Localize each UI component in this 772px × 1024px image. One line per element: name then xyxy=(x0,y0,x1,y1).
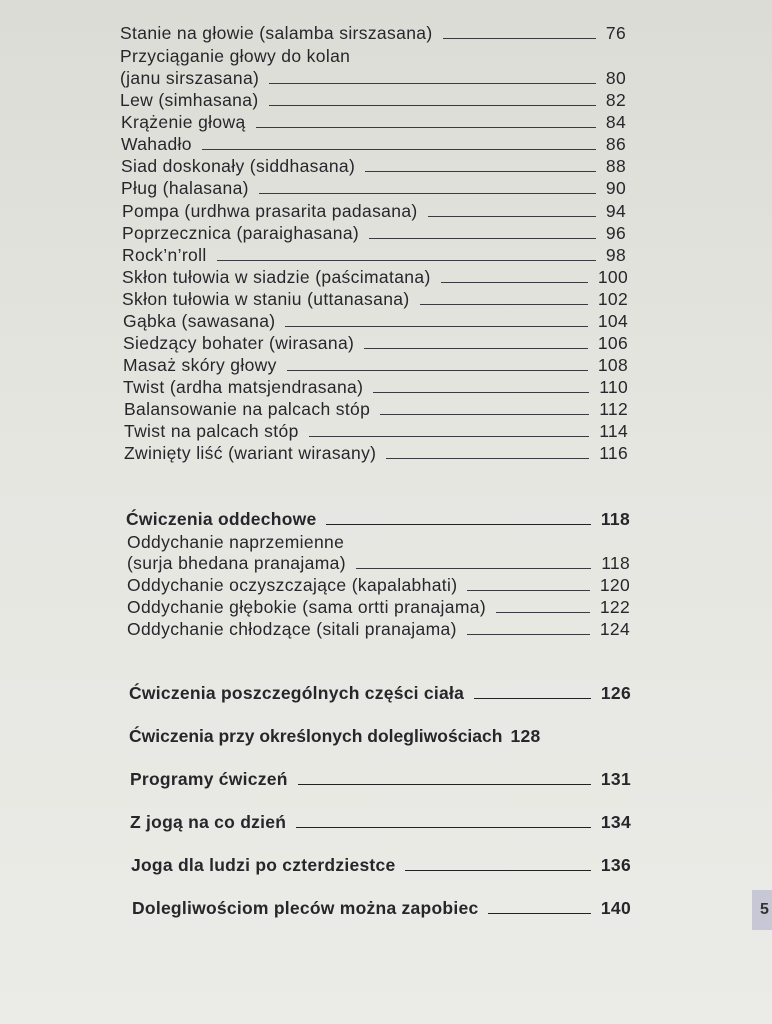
toc-entry-title: Oddychanie naprzemienne xyxy=(127,532,345,552)
leader-line xyxy=(217,260,596,261)
leader-line xyxy=(296,827,591,828)
toc-entry-title: (surja bhedana pranajama) xyxy=(127,553,346,573)
toc-entry-page: 106 xyxy=(597,333,628,353)
toc-entry xyxy=(122,222,626,244)
toc-entry-page: 134 xyxy=(600,812,631,832)
toc-entry-title: Lew (simhasana) xyxy=(120,90,259,110)
toc-entry-page: 120 xyxy=(599,575,630,595)
toc-section-heading xyxy=(129,682,631,704)
toc-entry-page: 126 xyxy=(600,683,631,703)
leader-line xyxy=(285,326,587,327)
chapter-edge-tab: 5 xyxy=(752,890,772,930)
leader-line xyxy=(256,127,596,128)
toc-entry-title: Zwinięty liść (wariant wirasany) xyxy=(124,443,377,463)
toc-entry-title: Ćwiczenia oddechowe xyxy=(126,509,317,529)
toc-entry-page: 140 xyxy=(600,898,631,918)
toc-entry-title: Ćwiczenia poszczególnych części ciała xyxy=(129,683,465,703)
toc-entry xyxy=(121,177,626,199)
leader-line xyxy=(365,171,596,172)
toc-section-heading xyxy=(129,725,631,747)
leader-line xyxy=(441,282,588,283)
toc-section-heading xyxy=(132,897,631,919)
toc-entry-page: 94 xyxy=(605,201,626,221)
toc-entry-title: Pompa (urdhwa prasarita padasana) xyxy=(122,201,418,221)
toc-entry xyxy=(123,310,628,332)
toc-entry xyxy=(120,22,626,44)
toc-entry xyxy=(127,596,630,618)
leader-line xyxy=(269,83,596,84)
toc-entry-title: Gąbka (sawasana) xyxy=(123,311,276,331)
toc-entry-title: Z jogą na co dzień xyxy=(130,812,287,832)
toc-entry-title: Przyciąganie głowy do kolan xyxy=(120,46,351,66)
leader-line xyxy=(467,590,589,591)
toc-entry-page: 122 xyxy=(599,597,630,617)
toc-entry-title: Twist (ardha matsjendrasana) xyxy=(123,377,364,397)
toc-entry-title: Programy ćwiczeń xyxy=(130,769,288,789)
toc-entry-page: 131 xyxy=(600,769,631,789)
toc-entry-page: 128 xyxy=(510,726,541,746)
toc-entry-page: 100 xyxy=(597,267,628,287)
leader-line xyxy=(474,698,591,699)
leader-line xyxy=(364,348,588,349)
toc-section-heading xyxy=(126,508,630,530)
toc-entry-title: Masaż skóry głowy xyxy=(123,355,277,375)
toc-entry xyxy=(127,574,630,596)
toc-entry-page: 76 xyxy=(605,23,626,43)
toc-entry-page: 96 xyxy=(605,223,626,243)
toc-entry-page: 124 xyxy=(599,619,630,639)
toc-entry-title: Krążenie głową xyxy=(121,112,246,132)
toc-entry xyxy=(120,67,626,89)
toc-entry-title: Skłon tułowia w staniu (uttanasana) xyxy=(122,289,410,309)
toc-entry-title: Siedzący bohater (wirasana) xyxy=(123,333,355,353)
leader-line xyxy=(467,634,590,635)
toc-entry-title: Joga dla ludzi po czterdziestce xyxy=(131,855,396,875)
leader-line xyxy=(202,149,596,150)
toc-entry-title: Skłon tułowia w siadzie (paścimatana) xyxy=(122,267,431,287)
toc-entry-page: 112 xyxy=(599,399,628,419)
toc-entry xyxy=(120,45,626,67)
toc-entry-title: Stanie na głowie (salamba sirszasana) xyxy=(120,23,433,43)
toc-entry xyxy=(122,200,626,222)
toc-section-heading xyxy=(131,854,631,876)
leader-line xyxy=(356,568,591,569)
toc-entry-title: Wahadło xyxy=(121,134,192,154)
toc-entry-page: 98 xyxy=(605,245,626,265)
toc-entry xyxy=(127,531,630,553)
toc-entry xyxy=(122,266,628,288)
toc-section-heading xyxy=(130,811,631,833)
leader-line xyxy=(488,913,590,914)
toc-entry-title: Oddychanie głębokie (sama ortti pranajama) xyxy=(127,597,487,617)
toc-entry-title: Balansowanie na palcach stóp xyxy=(124,399,371,419)
leader-line xyxy=(287,370,588,371)
toc-entry-page: 114 xyxy=(599,421,628,441)
toc-entry-title: Rock’n’roll xyxy=(122,245,207,265)
toc-entry-page: 116 xyxy=(599,443,628,463)
leader-line xyxy=(298,784,591,785)
toc-entry-page: 104 xyxy=(597,311,628,331)
toc-entry xyxy=(124,442,628,464)
leader-line xyxy=(326,524,590,525)
toc-entry xyxy=(121,133,626,155)
toc-entry-page: 88 xyxy=(605,156,626,176)
toc-entry xyxy=(124,420,628,442)
toc-entry-title: Dolegliwościom pleców można zapobiec xyxy=(132,898,479,918)
toc-entry xyxy=(122,288,628,310)
toc-entry-title: Twist na palcach stóp xyxy=(124,421,299,441)
toc-entry-page: 118 xyxy=(601,553,630,573)
toc-entry xyxy=(123,376,628,398)
toc-entry xyxy=(127,618,630,640)
toc-entry-page: 86 xyxy=(605,134,626,154)
toc-entry-title: (janu sirszasana) xyxy=(120,68,260,88)
toc-entry-title: Oddychanie chłodzące (sitali pranajama) xyxy=(127,619,457,639)
toc-entry xyxy=(127,552,630,574)
toc-entry-title: Poprzecznica (paraighasana) xyxy=(122,223,360,243)
leader-line xyxy=(496,612,590,613)
leader-line xyxy=(386,458,589,459)
leader-line xyxy=(373,392,589,393)
toc-section-heading xyxy=(130,768,631,790)
toc-entry xyxy=(122,244,626,266)
toc-entry-title: Oddychanie oczyszczające (kapalabhati) xyxy=(127,575,458,595)
leader-line xyxy=(443,38,596,39)
toc-entry xyxy=(123,332,628,354)
leader-line xyxy=(380,414,589,415)
toc-entry-page: 136 xyxy=(600,855,631,875)
toc-entry-page: 84 xyxy=(605,112,626,132)
leader-line xyxy=(369,238,596,239)
toc-entry xyxy=(121,155,626,177)
toc-entry-page: 108 xyxy=(597,355,628,375)
leader-line xyxy=(420,304,588,305)
toc-entry-title: Pług (halasana) xyxy=(121,178,249,198)
toc-entry xyxy=(121,111,626,133)
leader-line xyxy=(259,193,596,194)
toc-entry-page: 102 xyxy=(597,289,628,309)
toc-entry xyxy=(120,89,626,111)
leader-line xyxy=(428,216,596,217)
toc-entry-page: 118 xyxy=(600,509,630,529)
toc-entry xyxy=(123,354,628,376)
leader-line xyxy=(269,105,596,106)
toc-entry-title: Siad doskonały (siddhasana) xyxy=(121,156,356,176)
toc-entry-page: 80 xyxy=(605,68,626,88)
toc-entry-page: 82 xyxy=(605,90,626,110)
toc-entry-title: Ćwiczenia przy określonych dolegliwościach xyxy=(129,726,503,746)
toc-entry-page: 110 xyxy=(599,377,628,397)
leader-line xyxy=(405,870,590,871)
leader-line xyxy=(309,436,590,437)
toc-entry-page: 90 xyxy=(605,178,626,198)
toc-entry xyxy=(124,398,628,420)
